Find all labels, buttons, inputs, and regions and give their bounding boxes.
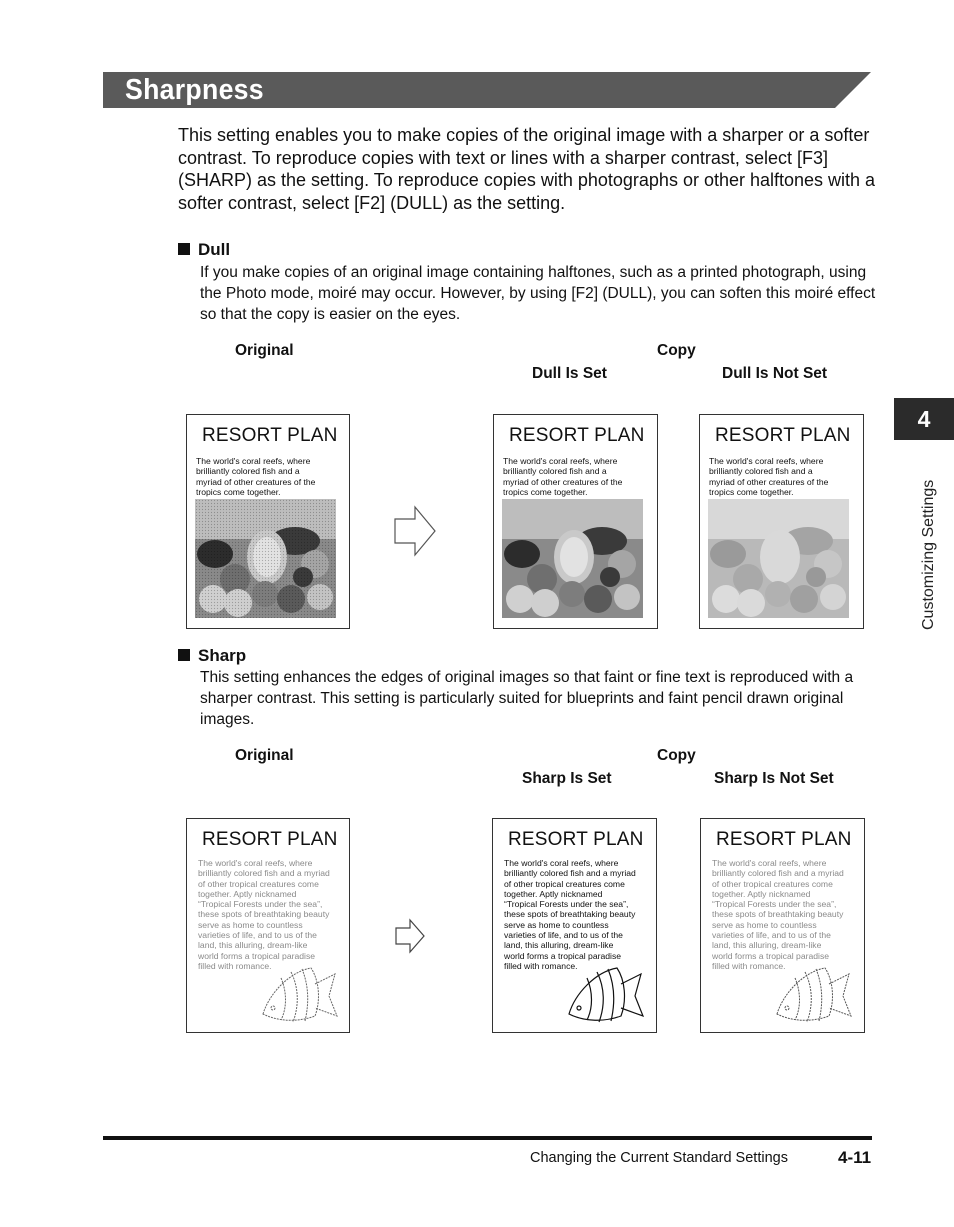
fruit-photo-image xyxy=(195,499,336,618)
dull-original-sample xyxy=(186,414,350,629)
sample-text: The world's coral reefs, where brilliantly colored fish and a myriad of other tropical creatures come together. Aptly nicknamed “Tropical Forests under the sea”, these spots of breathtaking beauty serve as home to countless varieties of life, and to us of the land, this alluring, dream-like world forms a tropical paradise filled with romance. xyxy=(198,858,330,971)
footer-rule xyxy=(103,1136,872,1140)
chapter-tab: 4 xyxy=(894,398,954,440)
sample-title: RESORT PLAN xyxy=(202,425,338,446)
sample-title: RESORT PLAN xyxy=(202,829,338,850)
sharp-label-set: Sharp Is Set xyxy=(522,770,612,787)
fruit-photo-image xyxy=(708,499,849,618)
intro-paragraph: This setting enables you to make copies of the original image with a sharper or a softer contrast. To reproduce copies with text or lines with a sharper contrast, select [F3] (SHARP) as the setting. To reproduce copies with photographs or other halftones with a softer contrast, select [F2] (DULL) as the setting. xyxy=(178,125,876,213)
dull-label-original: Original xyxy=(235,342,294,359)
square-bullet-icon xyxy=(178,243,190,255)
fish-drawing-icon xyxy=(773,964,853,1028)
chapter-tab-label: Customizing Settings xyxy=(920,479,937,630)
sample-text: The world's coral reefs, where brilliantly colored fish and a myriad of other creatures of the tropics come together. xyxy=(503,456,623,497)
fish-drawing-icon xyxy=(259,964,339,1028)
sharp-label-original: Original xyxy=(235,747,294,764)
arrow-right-icon xyxy=(393,505,437,557)
dull-label-not-set: Dull Is Not Set xyxy=(722,365,828,382)
sample-title: RESORT PLAN xyxy=(508,829,644,850)
fish-drawing-icon xyxy=(565,964,645,1028)
sample-text: The world's coral reefs, where brilliantly colored fish and a myriad of other tropical creatures come together. Aptly nicknamed “Tropical Forests under the sea”, these spots of breathtaking beauty serve as home to countless varieties of life, and to us of the land, this alluring, dream-like world forms a tropical paradise filled with romance. xyxy=(712,858,844,971)
square-bullet-icon xyxy=(178,649,190,661)
sharp-set-sample xyxy=(492,818,657,1033)
footer-section-title: Changing the Current Standard Settings xyxy=(530,1150,788,1166)
sharp-not-set-sample xyxy=(700,818,865,1033)
dull-label-set: Dull Is Set xyxy=(532,365,607,382)
dull-label-copy: Copy xyxy=(657,342,696,359)
page-title: Sharpness xyxy=(125,74,264,106)
sample-text: The world's coral reefs, where brilliantly colored fish and a myriad of other creatures of the tropics come together. xyxy=(709,456,829,497)
dull-heading-text: Dull xyxy=(198,240,231,259)
sample-title: RESORT PLAN xyxy=(716,829,852,850)
page-number: 4-11 xyxy=(838,1148,872,1167)
sample-text: The world's coral reefs, where brilliantly colored fish and a myriad of other creatures of the tropics come together. xyxy=(196,456,316,497)
dull-not-set-sample xyxy=(699,414,864,629)
sharp-body: This setting enhances the edges of original images so that faint or fine text is reproduced with a sharper contrast. This setting is particularly suited for blueprints and faint pencil drawn original images. xyxy=(200,669,854,728)
sharp-heading-text: Sharp xyxy=(198,646,247,665)
dull-body: If you make copies of an original image containing halftones, such as a printed photograph, using the Photo mode, moiré may occur. However, by using [F2] (DULL), you can soften this moiré effect so that the copy is easier on the eyes. xyxy=(200,264,876,323)
fruit-photo-image xyxy=(502,499,643,618)
section-banner xyxy=(103,72,871,108)
sharp-heading xyxy=(178,646,246,666)
sample-title: RESORT PLAN xyxy=(509,425,645,446)
arrow-right-icon xyxy=(394,918,426,954)
sample-text: The world's coral reefs, where brilliantly colored fish and a myriad of other tropical creatures come together. Aptly nicknamed “Tropical Forests under the sea”, these spots of breathtaking beauty serve as home to countless varieties of life, and to us of the land, this alluring, dream-like world forms a tropical paradise filled with romance. xyxy=(504,858,636,971)
sharp-label-not-set: Sharp Is Not Set xyxy=(714,770,834,787)
dull-set-sample xyxy=(493,414,658,629)
sharp-original-sample xyxy=(186,818,350,1033)
sample-title: RESORT PLAN xyxy=(715,425,851,446)
sharp-label-copy: Copy xyxy=(657,747,696,764)
dull-heading xyxy=(178,240,230,260)
